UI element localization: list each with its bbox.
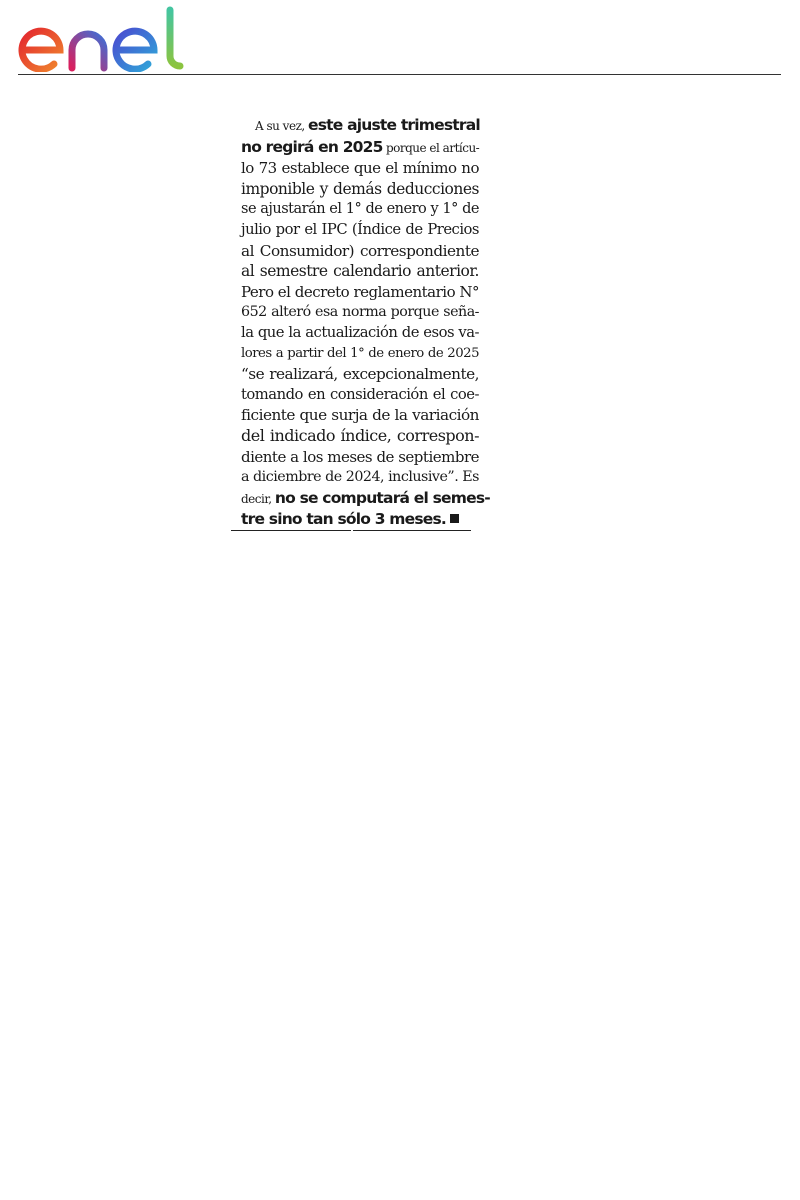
text-segment: al Consumidor) correspondiente [241,241,479,260]
text-segment: ficiente que surja de la variación [241,406,479,425]
article-text [241,115,490,530]
bold-text-segment: tre sino tan sólo 3 meses. [241,510,447,529]
bold-text-segment: no se computará el semes- [274,488,490,507]
article-line [241,282,479,303]
text-segment: Pero el decreto reglamentario N° [241,282,479,301]
text-segment: porque el artícu- [382,140,480,155]
text-segment: imponible y demás deducciones [241,179,479,198]
text-segment: tomando en consideración el coe- [241,385,479,403]
logo-letter-l [170,10,180,66]
text-segment: decir, [241,491,275,506]
article-line [241,241,479,262]
article-line [241,447,479,468]
text-segment: del indicado índice, correspon- [241,425,479,445]
article-line [241,509,479,530]
logo-letter-e1 [22,31,60,69]
article-line [241,115,479,137]
text-segment: lo 73 establece que el mínimo no [241,159,479,178]
article-line [241,488,490,510]
text-segment: 652 alteró esa norma porque seña- [241,304,479,321]
logo-letter-n [72,34,104,68]
end-of-article-square-icon [450,514,459,523]
article-line [241,261,479,282]
article-line [241,158,479,179]
text-segment: “se realizará, excepcionalmente, [241,365,479,384]
text-segment: a diciembre de 2024, inclusive”. Es [241,469,479,486]
article-line [241,385,479,406]
article-line [241,220,479,241]
enel-logo [14,6,184,72]
text-segment: se ajustarán el 1° de enero y 1° de [241,201,479,218]
text-segment: la que la actualización de esos va- [241,323,479,341]
article-line [241,199,479,220]
article-line [241,405,479,426]
bold-text-segment: este ajuste trimestral [308,116,480,134]
article-line [241,364,479,385]
logo-letter-e2 [116,31,154,69]
article-line [241,179,479,200]
logo-text: enel [14,6,17,7]
article-line [241,302,479,323]
text-segment: diente a los meses de septiembre [241,447,479,466]
footer-rule-right [353,530,471,531]
header-divider [18,74,781,75]
article-line [241,426,479,447]
text-segment: al semestre calendario anterior. [241,262,479,281]
text-segment: lores a partir del 1° de enero de 2025 [241,345,479,361]
footer-rule-left [231,530,351,531]
article-line [241,344,479,365]
article-line [241,323,479,344]
text-segment: A su vez, [255,119,309,133]
text-segment: julio por el IPC (Índice de Precios [241,220,479,238]
article-line [241,137,479,159]
article-line [241,467,479,488]
bold-text-segment: no regirá en 2025 [241,137,383,156]
